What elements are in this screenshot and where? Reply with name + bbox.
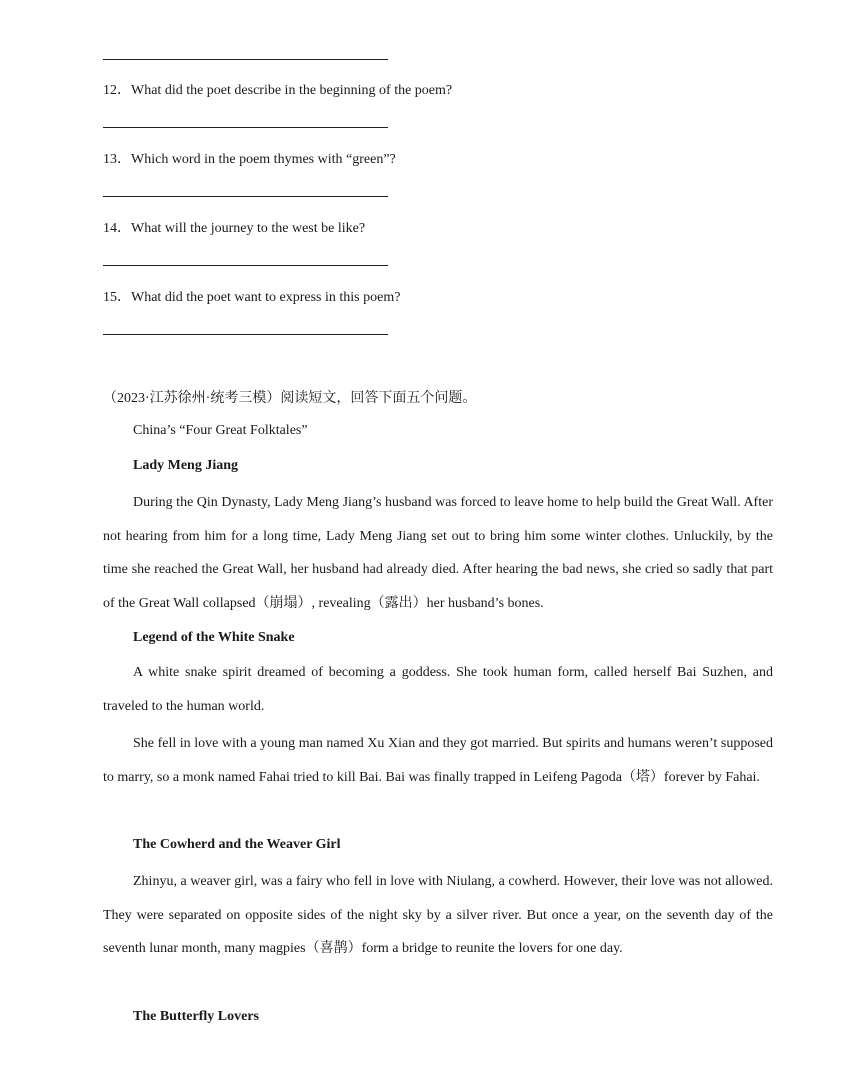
paragraph: She fell in love with a young man named Xu Xian and they got married. But spirits and humans weren’t supposed to marry, so a monk named Fahai tried to kill Bai. Bai was finally trapped in Leifeng Pagoda（塔）forever by Fahai.: [103, 736, 773, 785]
section-heading: Legend of the White Snake: [133, 630, 295, 645]
section-heading: The Butterfly Lovers: [133, 1009, 259, 1024]
paragraph: During the Qin Dynasty, Lady Meng Jiang’s husband was forced to leave home to help build the Great Wall. After not hearing from him for a long time, Lady Meng Jiang set out to bring him some winter clothes. Unluckily, by the time she reached the Great Wall, her husband had already died. After hearing the bad news, she cried so sadly that part of the Great Wall collapsed（崩塌）, revealing（露出）her husband’s bones.: [103, 495, 773, 611]
answer-line[interactable]: [103, 127, 388, 128]
paragraph: Zhinyu, a weaver girl, was a fairy who fell in love with Niulang, a cowherd. However, their love was not allowed. They were separated on opposite sides of the night sky by a silver river. But once a year, on the seventh day of the seventh lunar month, many magpies（喜鹊）form a bridge to reunite the lovers for one day.: [103, 874, 773, 956]
section-heading: Lady Meng Jiang: [133, 458, 239, 473]
question-12: 12．What did the poet describe in the beginning of the poem?: [103, 83, 453, 98]
paragraph: A white snake spirit dreamed of becoming a goddess. She took human form, called herself Bai Suzhen, and traveled to the human world.: [103, 665, 773, 714]
section-heading: The Cowherd and the Weaver Girl: [133, 837, 341, 852]
passage-source: （2023·江苏徐州·统考三模）阅读短文，回答下面五个问题。: [103, 391, 477, 406]
passage-title: China’s “Four Great Folktales”: [133, 423, 308, 438]
answer-line[interactable]: [103, 196, 388, 197]
answer-line[interactable]: [103, 59, 388, 60]
answer-line[interactable]: [103, 334, 388, 335]
question-13: 13．Which word in the poem thymes with “green”?: [103, 152, 396, 167]
question-14: 14．What will the journey to the west be like?: [103, 221, 366, 236]
answer-line[interactable]: [103, 265, 388, 266]
question-15: 15．What did the poet want to express in this poem?: [103, 290, 401, 305]
